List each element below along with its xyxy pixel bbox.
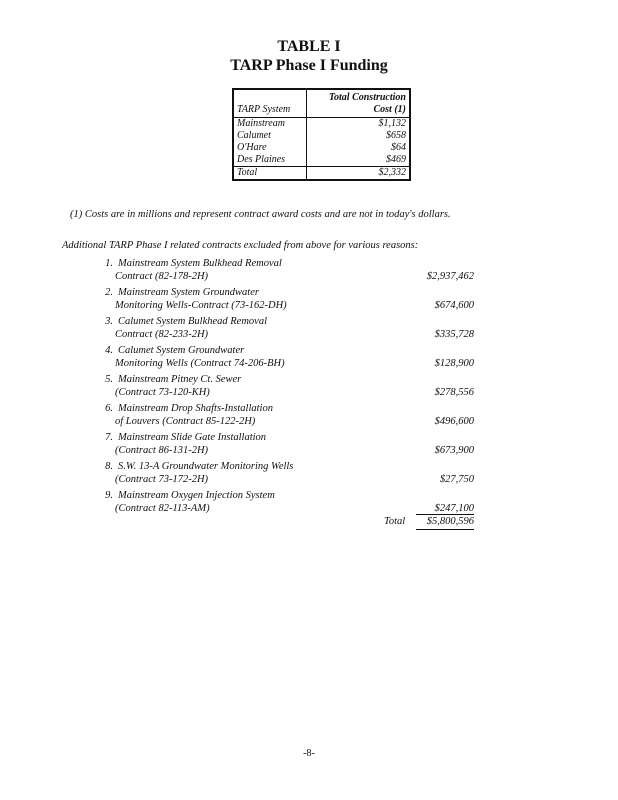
list-item [0, 461, 618, 490]
table-header-row [233, 89, 410, 118]
item-number: 9. [105, 490, 113, 501]
system-name: Mainstream [233, 118, 307, 131]
item-description: Calumet System Bulkhead Removal [118, 316, 267, 327]
list-item [0, 258, 618, 287]
system-name: O'Hare [233, 142, 307, 154]
item-contract: of Louvers (Contract 85-122-2H) [115, 416, 256, 427]
item-contract: Contract (82-233-2H) [115, 329, 209, 340]
col-header-cost [307, 89, 410, 118]
item-amount: $128,900 [434, 358, 474, 369]
total-label: Total [233, 167, 307, 181]
list-item [0, 316, 618, 345]
item-number: 2. [105, 287, 113, 298]
item-amount: $673,900 [434, 445, 474, 456]
item-contract: Monitoring Wells (Contract 74-206-BH) [115, 358, 285, 369]
item-number: 3. [105, 316, 113, 327]
item-description: Mainstream Pitney Ct. Sewer [118, 374, 242, 385]
table-row [233, 154, 410, 167]
item-contract: Monitoring Wells-Contract (73-162-DH) [115, 300, 287, 311]
total-rule-top [416, 514, 474, 515]
total-value: $2,332 [307, 167, 410, 181]
item-amount: $335,728 [434, 329, 474, 340]
system-cost: $658 [386, 130, 406, 141]
item-amount: $247,100 [434, 503, 474, 514]
item-number: 7. [105, 432, 113, 443]
list-item [0, 490, 618, 519]
total-rule-bottom [416, 529, 474, 530]
system-name: Des Plaines [233, 154, 307, 167]
table-title: TABLE I [277, 38, 341, 55]
item-number: 8. [105, 461, 113, 472]
item-amount: $27,750 [439, 474, 474, 485]
col-header-cost-line2: Cost (1) [373, 104, 406, 115]
table-row [233, 142, 410, 154]
grand-total-value: $5,800,596 [426, 516, 474, 527]
item-contract: (Contract 73-172-2H) [115, 474, 209, 485]
contracts-list [0, 258, 618, 519]
item-contract: Contract (82-178-2H) [115, 271, 209, 282]
page-number: -8- [303, 748, 315, 759]
table-row [233, 118, 410, 131]
col-header-system: TARP System [233, 89, 307, 118]
item-description: S.W. 13-A Groundwater Monitoring Wells [118, 461, 294, 472]
item-amount: $496,600 [434, 416, 474, 427]
list-item [0, 432, 618, 461]
item-description: Mainstream Slide Gate Installation [118, 432, 267, 443]
grand-total-label: Total [384, 516, 406, 527]
funding-table [232, 88, 411, 181]
table-row [233, 130, 410, 142]
item-contract: (Contract 73-120-KH) [115, 387, 210, 398]
system-cost: $64 [391, 142, 406, 153]
list-item [0, 287, 618, 316]
additional-contracts-intro: Additional TARP Phase I related contracts excluded from above for various reasons: [62, 240, 419, 251]
item-contract: (Contract 82-113-AM) [115, 503, 210, 514]
system-cost: $469 [386, 154, 406, 165]
col-header-cost-line1: Total Construction [328, 92, 406, 103]
system-name: Calumet [233, 130, 307, 142]
footnote: (1) Costs are in millions and represent contract award costs and are not in today's dollars. [70, 209, 451, 220]
item-number: 4. [105, 345, 113, 356]
table-total-row [233, 167, 410, 181]
system-cost: $1,132 [378, 118, 406, 129]
item-description: Mainstream Oxygen Injection System [118, 490, 275, 501]
list-item [0, 374, 618, 403]
item-amount: $674,600 [434, 300, 474, 311]
table-subtitle: TARP Phase I Funding [230, 57, 388, 74]
item-number: 6. [105, 403, 113, 414]
item-description: Mainstream System Groundwater [118, 287, 259, 298]
item-description: Calumet System Groundwater [118, 345, 245, 356]
list-item [0, 345, 618, 374]
item-description: Mainstream Drop Shafts-Installation [118, 403, 273, 414]
item-contract: (Contract 86-131-2H) [115, 445, 209, 456]
item-description: Mainstream System Bulkhead Removal [118, 258, 282, 269]
item-number: 1. [105, 258, 113, 269]
item-amount: $2,937,462 [426, 271, 474, 282]
item-amount: $278,556 [434, 387, 474, 398]
item-number: 5. [105, 374, 113, 385]
list-item [0, 403, 618, 432]
